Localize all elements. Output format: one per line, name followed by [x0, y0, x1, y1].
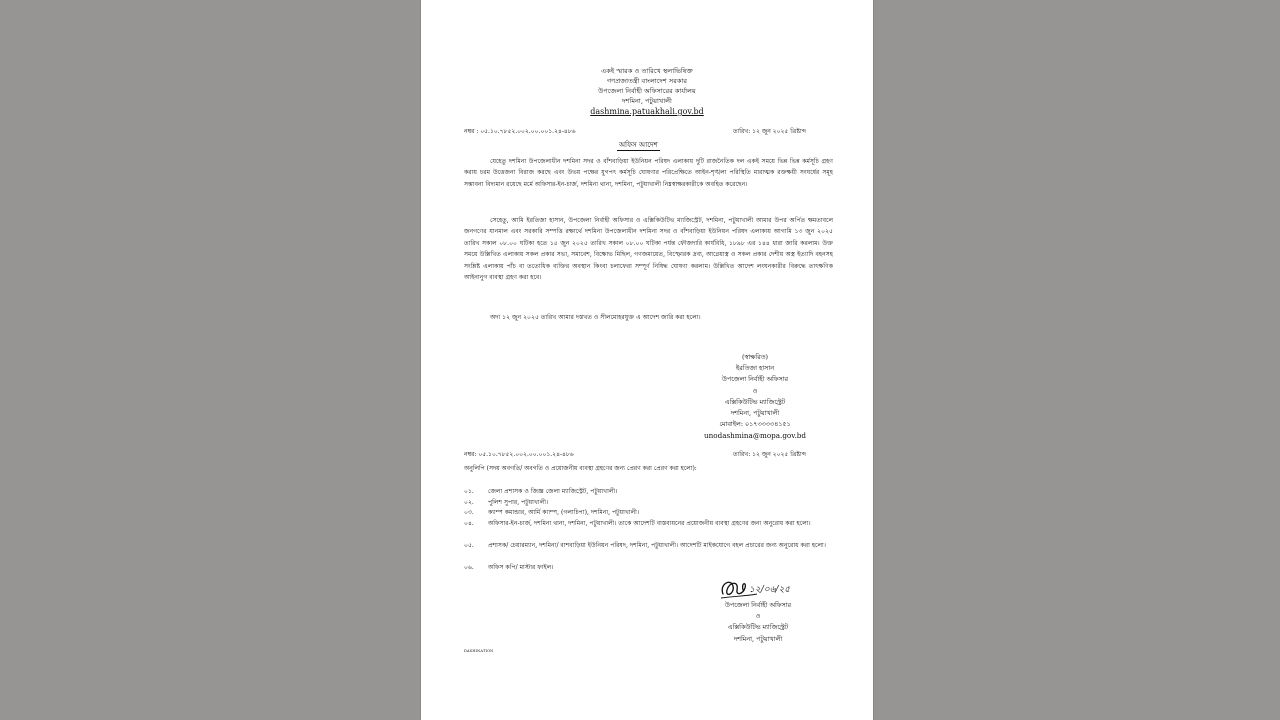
copy-intro: অনুলিপি (সদয় অবগতি/ অবগতি ও প্রয়োজনীয় ব্যবস্থা গ্রহণের জন্য প্রেরণ করা প্রেরণ করা হলো): [464, 465, 697, 472]
signatory2-magistrate: এক্সিকিউটিভ ম্যাজিস্ট্রেট [727, 623, 789, 632]
list-item-text: পুলিশ সুপার, পটুয়াখালী। [488, 499, 549, 506]
list-item-number: ০৪. [464, 520, 474, 527]
signed-note: (স্বাক্ষরিত) [741, 353, 769, 361]
list-item-number: ০২. [464, 499, 474, 506]
list-item [464, 563, 834, 574]
header-office: উপজেলা নির্বাহী অফিসারের কার্যালয় [598, 87, 696, 95]
list-item-number: ০৫. [464, 542, 474, 549]
paragraph-2: সেহেতু, আমি ইরতিজা হাসান, উপজেলা নির্বাহী অফিসার ও এক্সিকিউটিভ ম্যাজিস্ট্রেট, দশমিনা, পটুয়াখালী আমার উপর অর্পিত ক্ষমতাবলে জনগণের যানমাল এবং সরকারি সম্পত্তি রক্ষার্থে দশমিনা উপজেলাধীন দশমিনা সদর ও বাঁশবাড়িয়া ইউনিয়ন পরিষদ এলাকায় আগামি ১৩ জুন ২০২৫ তারিখ সকাল ০৮.০০ ঘটিকা হতে ১৫ জুন ২০২৫ তারিখ সকাল ০৮.০০ ঘটিকা পর্যন্ত ফৌজদারি কার্যবিধি, ১৮৯৮ এর ১৪৪ ধারা জারি করলাম। উক্ত সময়ে উল্লিখিত এলাকায় সকল প্রকার সভা, সমাবেশ, বিক্ষোভ মিছিল, গণজমায়েত, বিস্ফোরক দ্রব্য, আগ্নেয়াস্ত্র ও সকল প্রকার দেশীয় অস্ত্র ইত্যাদি বহনসহ সংশ্লিষ্ট এলাকায় পাঁচ বা ততোধিক ব্যক্তির অবস্থান কিংবা চলাফেরা সম্পূর্ণ নিষিদ্ধ ঘোষণা করলাম। উল্লিখিত আদেশ লংঘনকারীর বিরুদ্ধে তাৎক্ষণিক আইনানুগ ব্যবস্থা গ্রহণ করা হবে। [464, 217, 833, 282]
list-item [464, 541, 834, 563]
memo2-number: নম্বর: ০৫.১০.৭৮৫২.০০২.০০.০০১.২৪-৪৮৬ [464, 451, 574, 458]
list-item-text: জেলা প্রশাসক ও জিজ্ঞ জেলা ম্যাজিস্ট্রেট, পটুয়াখালী। [488, 488, 618, 495]
list-item [464, 519, 834, 541]
list-item [464, 487, 834, 498]
signatory-and: ও [752, 386, 758, 395]
handwritten-date: ১২/০৬/২৫ [749, 585, 791, 595]
list-item-text: ক্যাম্প কমান্ডার, আর্মি ক্যাম্প, (গলাচিপা), দশমিনা, পটুয়াখালী। [488, 509, 640, 516]
memo-number: নম্বর : ০৫.১০.৭৮৫২.০০২.০০.০০১.২৪-৪৮৬ [464, 128, 576, 135]
header-website[interactable]: dashmina.patuakhali.gov.bd [590, 107, 704, 116]
list-item-text: অফিস কপি/ মাস্টার ফাইল। [488, 564, 554, 571]
document-page [421, 0, 873, 720]
list-item-number: ০১. [464, 488, 474, 495]
header-line-1: একই স্মারক ও তারিখে স্থলাভিষিক্ত [601, 67, 693, 75]
signatory2-location: দশমিনা, পটুয়াখালী [733, 634, 783, 643]
paragraph-3: অদ্য ১২ জুন ২০২৫ তারিখ আমার দস্তখত ও সীলমোহরযুক্ত এ আদেশ জারি করা হলো। [490, 314, 701, 321]
list-item-number: ০৩. [464, 509, 474, 516]
signature-block-2 [695, 600, 821, 645]
list-item-text: প্রশাসক/ চেয়ারম্যান, দশমিনা/ বাশবাড়িয়া ইউনিয়ন পরিষদ, দশমিনা, পটুয়াখালী। আদেশটি মাইকযোগে বহল প্রচারের জন্য অনুরোধ করা হলো। [488, 542, 826, 549]
list-item-number: ০৬. [464, 564, 474, 571]
list-item [464, 508, 834, 519]
footer-stamp: DASHINATION [464, 649, 494, 653]
list-item-text: অফিসার-ইন-চার্জ, দশমিনা থানা, দশমিনা, পটুয়াখালী। তাকে আদেশটি বাস্তবায়নের প্রয়োজনীয় ব্যবস্থা গ্রহণের জন্য অনুরোধ করা হলো। [488, 520, 811, 527]
signatory-name: ইরতিজা হাসান [735, 364, 775, 373]
signatory-magistrate: এক্সিকিউটিভ ম্যাজিস্ট্রেট [724, 397, 786, 406]
header-location: দশমিনা, পটুয়াখালী [622, 97, 672, 105]
page-title: অফিস আদেশ [619, 141, 658, 149]
memo-date: তারিখ: ১২ জুন ২০২৫ খ্রিষ্টাব্দ [733, 128, 806, 135]
signatory-mobile: মোবাইল: ০১৭৩৩৩৩৪১৫১ [719, 420, 791, 429]
paragraph-1: যেহেতু দশমিনা উপজেলাধীন দশমিনা সদর ও বাঁশবাড়িয়া ইউনিয়ন পরিষদ এলাকায় দুটি রাজনৈতিক দল একই সময়ে ভিন্ন ভিন্ন কর্মসূচি গ্রহণ করায় চরম উত্তেজনা বিরাজ করছে এবং উভয় পক্ষের যুগপৎ কর্মসূচি ঘোষণার পরিপ্রেক্ষিতে আইন-শৃঙ্খলা পরিস্থিতি মারাত্মক রক্তক্ষয়ী সংঘর্ষের সমূহ সম্ভাবনা বিদ্যমান রয়েছে মর্মে অফিসার-ইন-চার্জ, দশমিনা থানা, দশমিনা, পটুয়াখালী নিম্নস্বাক্ষরকারীকে অবহিত করেছেন। [464, 158, 833, 188]
signatory-email[interactable]: unodashmina@mopa.gov.bd [704, 431, 806, 441]
signatory-designation: উপজেলা নির্বাহী অফিসার [721, 375, 789, 384]
memo2-date: তারিখ: ১২ জুন ২০২৫ খ্রিষ্টাব্দ [733, 451, 806, 458]
handwritten-signature [717, 576, 807, 602]
signature-block-1 [691, 352, 819, 442]
signatory-location: দশমিনা, পটুয়াখালী [730, 409, 780, 418]
signatory2-designation: উপজেলা নির্বাহী অফিসার [724, 601, 792, 609]
signatory2-and: ও [755, 612, 761, 621]
header-government: গণপ্রজাতন্ত্রী বাংলাদেশ সরকার [606, 77, 688, 85]
